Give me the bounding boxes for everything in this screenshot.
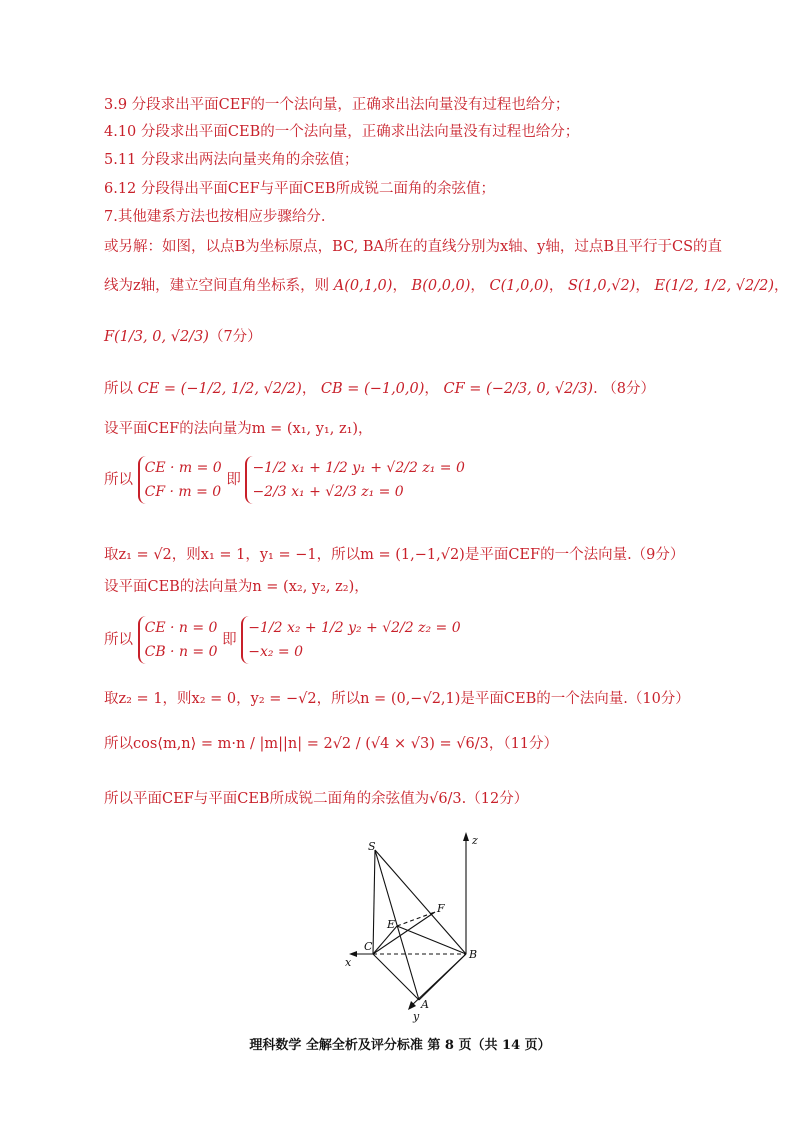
vector-CB: CB = (−1,0,0)	[320, 381, 425, 397]
point-S: S(1,0,√2)	[567, 278, 636, 294]
point-C: C(1,0,0)	[489, 278, 549, 294]
z-axis-arrow	[463, 832, 469, 841]
rubric-item-6: 6.12 分段得出平面CEF与平面CEB所成锐二面角的余弦值；	[104, 181, 495, 197]
normal-n-result: 取z₂ = 1，则x₂ = 0，y₂ = −√2，所以n = (0,−√2,1)是平面CEB的一个法向量.（10分）	[104, 691, 690, 707]
vector-CE: CE = (−1/2, 1/2, √2/2)	[137, 381, 302, 397]
tetrahedron-figure	[335, 828, 495, 1028]
rubric-item-5: 5.11 分段求出两法向量夹角的余弦值；	[104, 152, 359, 168]
point-A: A(0,1,0)	[333, 278, 393, 294]
page-footer: 理科数学 全解全析及评分标准 第 8 页（共 14 页）	[249, 1038, 551, 1053]
rubric-item-3: 3.9 分段求出平面CEF的一个法向量，正确求出法向量没有过程也给分；	[104, 97, 570, 113]
system-1: 所以 CE · m = 0 CF · m = 0 即 −1/2 x₁ + 1/2 y₁ + √2/2 z₁ = 0 −2/3 x₁ + √2/3 z₁ = 0	[104, 456, 465, 504]
solution-intro: 或另解：如图，以点B为坐标原点，BC, BA所在的直线分别为x轴、y轴，过点B且平行于CS的直	[104, 239, 723, 255]
label-E: E	[387, 918, 396, 931]
final-answer: 所以平面CEF与平面CEB所成锐二面角的余弦值为√6/3.（12分）	[104, 791, 529, 807]
rubric-item-7: 7.其他建系方法也按相应步骤给分.	[104, 209, 326, 225]
edge-SC	[373, 850, 375, 954]
label-C: C	[364, 940, 373, 953]
label-S: S	[368, 840, 376, 853]
label-B: B	[469, 948, 478, 961]
label-z: z	[472, 834, 478, 847]
point-F-line	[104, 328, 262, 346]
segment-EF	[397, 912, 435, 926]
label-A: A	[421, 998, 429, 1011]
label-F: F	[437, 902, 445, 915]
system-2-equations: −1/2 x₂ + 1/2 y₂ + √2/2 z₂ = 0 −x₂ = 0	[241, 616, 460, 664]
system-1-equations: −1/2 x₁ + 1/2 y₁ + √2/2 z₁ = 0 −2/3 x₁ + √2/3 z₁ = 0	[245, 456, 464, 504]
normal-m-definition: 设平面CEF的法向量为m = (x₁, y₁, z₁)，	[104, 421, 373, 437]
system-2: 所以 CE · n = 0 CB · n = 0 即 −1/2 x₂ + 1/2 y₂ + √2/2 z₂ = 0 −x₂ = 0	[104, 616, 461, 664]
score-8: （8分）	[602, 381, 656, 397]
point-E: E(1/2, 1/2, √2/2)	[654, 278, 775, 294]
rubric-item-4: 4.10 分段求出平面CEB的一个法向量，正确求出法向量没有过程也给分；	[104, 124, 580, 140]
label-y: y	[413, 1010, 420, 1023]
edge-AB	[419, 954, 466, 1000]
solution-coordinate-line: 线为z轴，建立空间直角坐标系，则 A(0,1,0)， B(0,0,0)， C(1,0,0)， S(1,0,√2)， E(1/2, 1/2, √2/2)，	[104, 278, 789, 294]
label-x: x	[345, 956, 352, 969]
system-2-conditions: CE · n = 0 CB · n = 0	[138, 616, 218, 664]
edge-SB	[375, 850, 466, 954]
vector-CF: CF = (−2/3, 0, √2/3)	[443, 381, 594, 397]
system-1-conditions: CE · m = 0 CF · m = 0	[138, 456, 222, 504]
axis-setup-text: 线为z轴，建立空间直角坐标系，则	[104, 278, 330, 294]
point-F: F(1/3, 0, √2/3)	[104, 329, 209, 345]
score-7: （7分）	[208, 329, 262, 345]
normal-m-result: 取z₁ = √2，则x₁ = 1，y₁ = −1，所以m = (1,−1,√2)是平面CEF的一个法向量.（9分）	[104, 547, 685, 563]
cosine-computation: 所以cos⟨m,n⟩ = m·n / |m||n| = 2√2 / (√4 × √3) = √6/3，（11分）	[104, 736, 559, 752]
vectors-line: 所以 CE = (−1/2, 1/2, √2/2)， CB = (−1,0,0)， CF = (−2/3, 0, √2/3). （8分）	[104, 381, 656, 397]
point-B: B(0,0,0)	[411, 278, 471, 294]
normal-n-definition: 设平面CEB的法向量为n = (x₂, y₂, z₂)，	[104, 579, 369, 595]
